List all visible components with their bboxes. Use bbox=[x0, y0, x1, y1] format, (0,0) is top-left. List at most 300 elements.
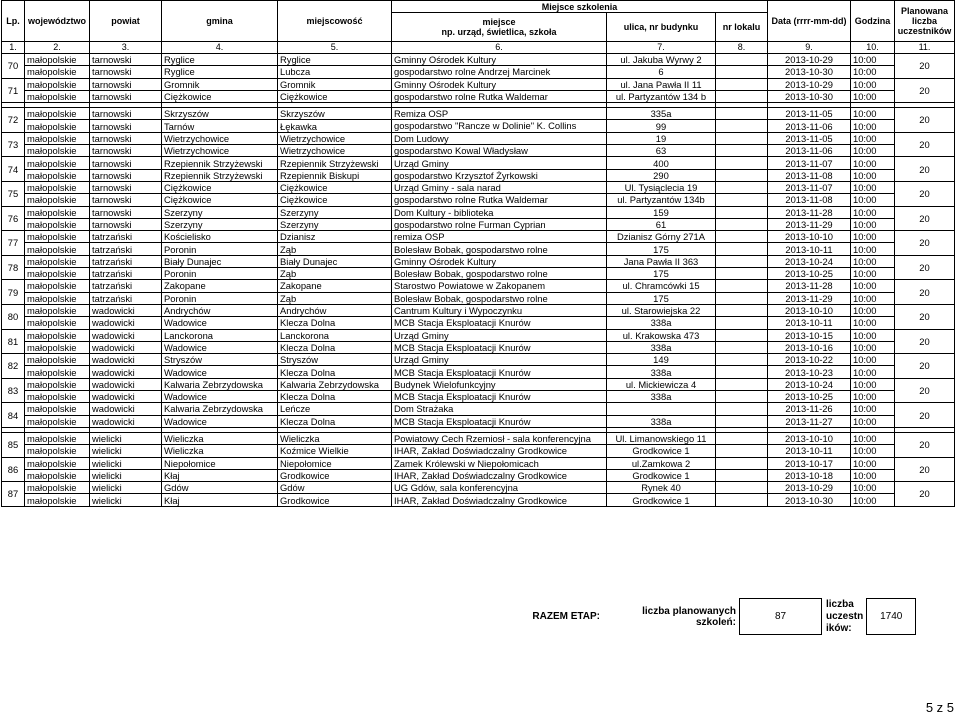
cell-ulica: ul.Zamkowa 2 bbox=[607, 457, 716, 469]
cell-nr-lokalu bbox=[716, 268, 768, 280]
cell-nr-lokalu bbox=[716, 482, 768, 494]
cell-powiat: tatrzański bbox=[90, 280, 162, 292]
cell-powiat: wadowicki bbox=[90, 329, 162, 341]
cell-wojewodztwo: małopolskie bbox=[25, 157, 90, 169]
cell-miejsce: gospodarstwo Krzysztof Żyrkowski bbox=[392, 169, 607, 181]
table-row bbox=[2, 90, 955, 102]
cell-gmina: Wadowice bbox=[162, 317, 278, 329]
cell-data: 2013-10-24 bbox=[768, 255, 851, 267]
header-miejsce bbox=[392, 13, 607, 42]
cell-nr-lokalu bbox=[716, 108, 768, 120]
cell-powiat: wielicki bbox=[90, 432, 162, 444]
column-number: 1. bbox=[2, 42, 25, 54]
cell-miejscowosc: Ciężkowice bbox=[278, 90, 392, 102]
cell-miejscowosc: Rzepiennik Strzyżewski bbox=[278, 157, 392, 169]
cell-ulica: 99 bbox=[607, 120, 716, 132]
column-number: 6. bbox=[392, 42, 607, 54]
row-lp: 74 bbox=[2, 157, 25, 182]
cell-wojewodztwo: małopolskie bbox=[25, 403, 90, 415]
cell-gmina: Wietrzychowice bbox=[162, 145, 278, 157]
cell-powiat: tarnowski bbox=[90, 194, 162, 206]
cell-data: 2013-11-08 bbox=[768, 194, 851, 206]
cell-gmina: Kalwaria Zebrzydowska bbox=[162, 378, 278, 390]
table-row bbox=[2, 378, 955, 390]
cell-data: 2013-10-10 bbox=[768, 432, 851, 444]
table-row bbox=[2, 169, 955, 181]
cell-ulica: 175 bbox=[607, 292, 716, 304]
cell-miejsce: Urząd Gminy bbox=[392, 354, 607, 366]
cell-gmina: Andrychów bbox=[162, 304, 278, 316]
cell-godzina: 10:00 bbox=[851, 243, 895, 255]
cell-data: 2013-11-29 bbox=[768, 218, 851, 230]
cell-ulica: 149 bbox=[607, 354, 716, 366]
cell-wojewodztwo: małopolskie bbox=[25, 341, 90, 353]
cell-godzina: 10:00 bbox=[851, 469, 895, 481]
cell-miejsce: IHAR, Zakład Doświadczalny Grodkowice bbox=[392, 494, 607, 506]
cell-powiat: wadowicki bbox=[90, 378, 162, 390]
cell-miejscowosc: Klecza Dolna bbox=[278, 415, 392, 427]
cell-nr-lokalu bbox=[716, 391, 768, 403]
cell-nr-lokalu bbox=[716, 255, 768, 267]
cell-miejsce: Urząd Gminy bbox=[392, 157, 607, 169]
cell-nr-lokalu bbox=[716, 354, 768, 366]
cell-miejscowosc: Biały Dunajec bbox=[278, 255, 392, 267]
cell-powiat: tarnowski bbox=[90, 206, 162, 218]
table-row bbox=[2, 120, 955, 132]
table-row bbox=[2, 145, 955, 157]
header-planowana-liczba bbox=[895, 1, 955, 42]
cell-ulica: Ul. Limanowskiego 11 bbox=[607, 432, 716, 444]
cell-ulica: ul. Krakowska 473 bbox=[607, 329, 716, 341]
cell-data: 2013-10-29 bbox=[768, 482, 851, 494]
row-lp: 78 bbox=[2, 255, 25, 280]
table-row bbox=[2, 66, 955, 78]
cell-powiat: tarnowski bbox=[90, 66, 162, 78]
cell-miejscowosc: Koźmice Wielkie bbox=[278, 445, 392, 457]
cell-wojewodztwo: małopolskie bbox=[25, 218, 90, 230]
cell-gmina: Ryglice bbox=[162, 66, 278, 78]
row-lp: 72 bbox=[2, 108, 25, 133]
cell-data: 2013-10-16 bbox=[768, 341, 851, 353]
cell-miejscowosc: Wietrzychowice bbox=[278, 132, 392, 144]
cell-gmina: Kalwaria Zebrzydowska bbox=[162, 403, 278, 415]
header-planowana-line2: liczba bbox=[911, 16, 937, 26]
cell-wojewodztwo: małopolskie bbox=[25, 169, 90, 181]
cell-data: 2013-11-07 bbox=[768, 157, 851, 169]
row-lp: 79 bbox=[2, 280, 25, 305]
table-row bbox=[2, 243, 955, 255]
cell-miejscowosc: Klecza Dolna bbox=[278, 341, 392, 353]
header-miejscowosc: miejscowość bbox=[278, 1, 392, 42]
cell-wojewodztwo: małopolskie bbox=[25, 194, 90, 206]
cell-powiat: wadowicki bbox=[90, 366, 162, 378]
cell-miejscowosc: Ciężkowice bbox=[278, 194, 392, 206]
cell-powiat: wielicki bbox=[90, 445, 162, 457]
cell-planowana-liczba: 20 bbox=[895, 78, 955, 103]
cell-planowana-liczba: 20 bbox=[895, 304, 955, 329]
summary-row bbox=[1, 598, 916, 635]
cell-gmina: Biały Dunajec bbox=[162, 255, 278, 267]
cell-data: 2013-10-29 bbox=[768, 54, 851, 66]
cell-miejsce: gospodarstwo "Rancze w Dolinie" K. Collins bbox=[392, 120, 607, 132]
cell-godzina: 10:00 bbox=[851, 132, 895, 144]
cell-powiat: wadowicki bbox=[90, 403, 162, 415]
cell-data: 2013-10-10 bbox=[768, 231, 851, 243]
cell-gmina: Skrzyszów bbox=[162, 108, 278, 120]
cell-planowana-liczba: 20 bbox=[895, 255, 955, 280]
cell-miejscowosc: Klecza Dolna bbox=[278, 391, 392, 403]
cell-gmina: Gromnik bbox=[162, 78, 278, 90]
row-lp: 81 bbox=[2, 329, 25, 354]
cell-godzina: 10:00 bbox=[851, 231, 895, 243]
cell-wojewodztwo: małopolskie bbox=[25, 482, 90, 494]
header-miejsce-line2: np. urząd, świetlica, szkoła bbox=[441, 27, 557, 37]
cell-godzina: 10:00 bbox=[851, 415, 895, 427]
cell-godzina: 10:00 bbox=[851, 66, 895, 78]
cell-planowana-liczba: 20 bbox=[895, 280, 955, 305]
cell-ulica: Grodkowice 1 bbox=[607, 494, 716, 506]
table-row bbox=[2, 231, 955, 243]
cell-miejsce: Bolesław Bobak, gospodarstwo rolne bbox=[392, 243, 607, 255]
cell-gmina: Wadowice bbox=[162, 341, 278, 353]
row-lp: 75 bbox=[2, 181, 25, 206]
cell-miejsce: gospodarstwo rolne Rutka Waldemar bbox=[392, 90, 607, 102]
cell-powiat: tarnowski bbox=[90, 157, 162, 169]
cell-godzina: 10:00 bbox=[851, 78, 895, 90]
cell-miejsce: gospodarstwo rolne Furman Cyprian bbox=[392, 218, 607, 230]
cell-wojewodztwo: małopolskie bbox=[25, 469, 90, 481]
summary-liczba-uczestnikow-label bbox=[822, 599, 867, 635]
cell-planowana-liczba: 20 bbox=[895, 231, 955, 256]
cell-data: 2013-11-05 bbox=[768, 132, 851, 144]
table-row bbox=[2, 132, 955, 144]
cell-godzina: 10:00 bbox=[851, 108, 895, 120]
cell-wojewodztwo: małopolskie bbox=[25, 90, 90, 102]
header-lp: Lp. bbox=[2, 1, 25, 42]
cell-gmina: Wadowice bbox=[162, 391, 278, 403]
table-row bbox=[2, 354, 955, 366]
cell-data: 2013-11-27 bbox=[768, 415, 851, 427]
cell-powiat: tarnowski bbox=[90, 181, 162, 193]
table-row bbox=[2, 194, 955, 206]
cell-wojewodztwo: małopolskie bbox=[25, 378, 90, 390]
cell-godzina: 10:00 bbox=[851, 206, 895, 218]
cell-miejscowosc: Ząb bbox=[278, 243, 392, 255]
cell-miejscowosc: Gdów bbox=[278, 482, 392, 494]
table-row bbox=[2, 255, 955, 267]
cell-nr-lokalu bbox=[716, 78, 768, 90]
cell-wojewodztwo: małopolskie bbox=[25, 354, 90, 366]
table-row bbox=[2, 494, 955, 506]
cell-nr-lokalu bbox=[716, 218, 768, 230]
cell-wojewodztwo: małopolskie bbox=[25, 445, 90, 457]
cell-ulica bbox=[607, 403, 716, 415]
cell-nr-lokalu bbox=[716, 329, 768, 341]
cell-ulica: 61 bbox=[607, 218, 716, 230]
cell-powiat: tatrzański bbox=[90, 268, 162, 280]
cell-nr-lokalu bbox=[716, 90, 768, 102]
cell-miejsce: MCB Stacja Eksploatacji Knurów bbox=[392, 415, 607, 427]
cell-powiat: tarnowski bbox=[90, 169, 162, 181]
cell-nr-lokalu bbox=[716, 304, 768, 316]
header-ulica: ulica, nr budynku bbox=[607, 13, 716, 42]
column-number: 2. bbox=[25, 42, 90, 54]
cell-miejscowosc: Skrzyszów bbox=[278, 108, 392, 120]
cell-wojewodztwo: małopolskie bbox=[25, 391, 90, 403]
cell-miejscowosc: Andrychów bbox=[278, 304, 392, 316]
cell-miejscowosc: Ryglice bbox=[278, 54, 392, 66]
cell-data: 2013-11-28 bbox=[768, 206, 851, 218]
cell-data: 2013-10-30 bbox=[768, 494, 851, 506]
cell-planowana-liczba: 20 bbox=[895, 54, 955, 79]
cell-data: 2013-10-11 bbox=[768, 243, 851, 255]
cell-data: 2013-10-22 bbox=[768, 354, 851, 366]
cell-planowana-liczba: 20 bbox=[895, 354, 955, 379]
header-powiat: powiat bbox=[90, 1, 162, 42]
cell-gmina: Lanckorona bbox=[162, 329, 278, 341]
cell-nr-lokalu bbox=[716, 120, 768, 132]
cell-godzina: 10:00 bbox=[851, 90, 895, 102]
training-schedule-table bbox=[1, 0, 955, 507]
table-row bbox=[2, 469, 955, 481]
cell-powiat: wadowicki bbox=[90, 341, 162, 353]
cell-data: 2013-10-30 bbox=[768, 90, 851, 102]
table-row bbox=[2, 445, 955, 457]
row-lp: 76 bbox=[2, 206, 25, 231]
cell-ulica: 63 bbox=[607, 145, 716, 157]
cell-miejsce: Dom Kultury - biblioteka bbox=[392, 206, 607, 218]
cell-nr-lokalu bbox=[716, 181, 768, 193]
table-row bbox=[2, 78, 955, 90]
summary-razem-etap: RAZEM ETAP: bbox=[532, 611, 600, 622]
cell-miejsce: MCB Stacja Eksploatacji Knurów bbox=[392, 391, 607, 403]
cell-miejscowosc: Stryszów bbox=[278, 354, 392, 366]
cell-wojewodztwo: małopolskie bbox=[25, 457, 90, 469]
cell-planowana-liczba: 20 bbox=[895, 403, 955, 428]
table-row bbox=[2, 292, 955, 304]
cell-planowana-liczba: 20 bbox=[895, 108, 955, 133]
row-lp: 77 bbox=[2, 231, 25, 256]
cell-miejsce: Dom Ludowy bbox=[392, 132, 607, 144]
cell-powiat: wielicki bbox=[90, 457, 162, 469]
cell-miejscowosc: Ząb bbox=[278, 292, 392, 304]
cell-miejscowosc: Grodkowice bbox=[278, 494, 392, 506]
cell-godzina: 10:00 bbox=[851, 268, 895, 280]
cell-miejsce: Bolesław Bobak, gospodarstwo rolne bbox=[392, 268, 607, 280]
cell-miejscowosc: Ząb bbox=[278, 268, 392, 280]
cell-godzina: 10:00 bbox=[851, 378, 895, 390]
row-lp: 71 bbox=[2, 78, 25, 103]
cell-powiat: tarnowski bbox=[90, 145, 162, 157]
cell-wojewodztwo: małopolskie bbox=[25, 78, 90, 90]
cell-powiat: tarnowski bbox=[90, 90, 162, 102]
cell-gmina: Szerzyny bbox=[162, 218, 278, 230]
table-row bbox=[2, 206, 955, 218]
cell-powiat: tarnowski bbox=[90, 78, 162, 90]
header-miejsce-szkolenia: Miejsce szkolenia bbox=[392, 1, 768, 13]
cell-ulica: 400 bbox=[607, 157, 716, 169]
cell-gmina: Poronin bbox=[162, 292, 278, 304]
cell-godzina: 10:00 bbox=[851, 366, 895, 378]
cell-gmina: Wietrzychowice bbox=[162, 132, 278, 144]
cell-gmina: Kłaj bbox=[162, 469, 278, 481]
cell-wojewodztwo: małopolskie bbox=[25, 366, 90, 378]
cell-godzina: 10:00 bbox=[851, 482, 895, 494]
cell-gmina: Wieliczka bbox=[162, 432, 278, 444]
cell-gmina: Ryglice bbox=[162, 54, 278, 66]
cell-wojewodztwo: małopolskie bbox=[25, 145, 90, 157]
cell-godzina: 10:00 bbox=[851, 329, 895, 341]
cell-gmina: Rzepiennik Strzyżewski bbox=[162, 169, 278, 181]
cell-data: 2013-11-06 bbox=[768, 145, 851, 157]
cell-wojewodztwo: małopolskie bbox=[25, 304, 90, 316]
cell-godzina: 10:00 bbox=[851, 54, 895, 66]
cell-wojewodztwo: małopolskie bbox=[25, 268, 90, 280]
cell-miejscowosc: Niepołomice bbox=[278, 457, 392, 469]
cell-godzina: 10:00 bbox=[851, 218, 895, 230]
cell-nr-lokalu bbox=[716, 231, 768, 243]
cell-miejsce: Powiatowy Cech Rzemiosł - sala konferencyjna bbox=[392, 432, 607, 444]
column-number: 9. bbox=[768, 42, 851, 54]
table-row bbox=[2, 432, 955, 444]
cell-godzina: 10:00 bbox=[851, 432, 895, 444]
cell-powiat: tarnowski bbox=[90, 54, 162, 66]
cell-nr-lokalu bbox=[716, 445, 768, 457]
cell-miejsce: MCB Stacja Eksploatacji Knurów bbox=[392, 341, 607, 353]
cell-miejscowosc: Leńcze bbox=[278, 403, 392, 415]
table-row bbox=[2, 268, 955, 280]
cell-godzina: 10:00 bbox=[851, 194, 895, 206]
cell-data: 2013-10-17 bbox=[768, 457, 851, 469]
cell-miejsce: Dom Strażaka bbox=[392, 403, 607, 415]
cell-gmina: Poronin bbox=[162, 268, 278, 280]
cell-nr-lokalu bbox=[716, 243, 768, 255]
cell-gmina: Ciężkowice bbox=[162, 90, 278, 102]
cell-powiat: wadowicki bbox=[90, 354, 162, 366]
cell-data: 2013-10-23 bbox=[768, 366, 851, 378]
cell-planowana-liczba: 20 bbox=[895, 132, 955, 157]
cell-miejsce: gospodarstwo Kowal Władysław bbox=[392, 145, 607, 157]
cell-godzina: 10:00 bbox=[851, 120, 895, 132]
cell-wojewodztwo: małopolskie bbox=[25, 292, 90, 304]
cell-miejscowosc: Klecza Dolna bbox=[278, 366, 392, 378]
cell-nr-lokalu bbox=[716, 432, 768, 444]
row-lp: 87 bbox=[2, 482, 25, 507]
header-miejsce-line1: miejsce bbox=[482, 17, 516, 27]
cell-wojewodztwo: małopolskie bbox=[25, 432, 90, 444]
column-number: 7. bbox=[607, 42, 716, 54]
cell-nr-lokalu bbox=[716, 206, 768, 218]
cell-gmina: Wieliczka bbox=[162, 445, 278, 457]
cell-godzina: 10:00 bbox=[851, 391, 895, 403]
cell-powiat: tatrzański bbox=[90, 255, 162, 267]
cell-godzina: 10:00 bbox=[851, 292, 895, 304]
cell-powiat: tarnowski bbox=[90, 108, 162, 120]
cell-powiat: wielicki bbox=[90, 482, 162, 494]
cell-ulica: 175 bbox=[607, 243, 716, 255]
cell-miejsce: Gminny Ośrodek Kultury bbox=[392, 255, 607, 267]
cell-miejsce: Gminny Ośrodek Kultury bbox=[392, 54, 607, 66]
cell-nr-lokalu bbox=[716, 415, 768, 427]
cell-gmina: Niepołomice bbox=[162, 457, 278, 469]
cell-ulica: 6 bbox=[607, 66, 716, 78]
cell-ulica: ul. Jakuba Wyrwy 2 bbox=[607, 54, 716, 66]
cell-data: 2013-11-05 bbox=[768, 108, 851, 120]
cell-gmina: Stryszów bbox=[162, 354, 278, 366]
cell-nr-lokalu bbox=[716, 341, 768, 353]
cell-gmina: Poronin bbox=[162, 243, 278, 255]
cell-miejscowosc: Szerzyny bbox=[278, 206, 392, 218]
cell-godzina: 10:00 bbox=[851, 457, 895, 469]
cell-miejscowosc: Rzepiennik Biskupi bbox=[278, 169, 392, 181]
cell-wojewodztwo: małopolskie bbox=[25, 415, 90, 427]
header-planowana-line3: uczestników bbox=[897, 26, 952, 36]
cell-ulica: Grodkowice 1 bbox=[607, 445, 716, 457]
column-number: 5. bbox=[278, 42, 392, 54]
cell-godzina: 10:00 bbox=[851, 157, 895, 169]
cell-godzina: 10:00 bbox=[851, 181, 895, 193]
cell-nr-lokalu bbox=[716, 194, 768, 206]
cell-godzina: 10:00 bbox=[851, 304, 895, 316]
cell-miejscowosc: Kalwaria Zebrzydowska bbox=[278, 378, 392, 390]
cell-miejscowosc: Łękawka bbox=[278, 120, 392, 132]
cell-godzina: 10:00 bbox=[851, 280, 895, 292]
row-lp: 80 bbox=[2, 304, 25, 329]
cell-powiat: wadowicki bbox=[90, 391, 162, 403]
cell-wojewodztwo: małopolskie bbox=[25, 54, 90, 66]
column-number: 10. bbox=[851, 42, 895, 54]
cell-gmina: Ciężkowice bbox=[162, 181, 278, 193]
cell-wojewodztwo: małopolskie bbox=[25, 329, 90, 341]
cell-nr-lokalu bbox=[716, 457, 768, 469]
header-wojewodztwo: województwo bbox=[25, 1, 90, 42]
summary-uczestnikow-line3: ików: bbox=[826, 622, 852, 634]
table-row bbox=[2, 218, 955, 230]
cell-miejsce: gospodarstwo rolne Rutka Waldemar bbox=[392, 194, 607, 206]
cell-ulica: 159 bbox=[607, 206, 716, 218]
cell-ulica: ul. Partyzantów 134 b bbox=[607, 90, 716, 102]
cell-wojewodztwo: małopolskie bbox=[25, 181, 90, 193]
cell-godzina: 10:00 bbox=[851, 354, 895, 366]
cell-ulica: 338a bbox=[607, 317, 716, 329]
cell-miejsce: Bolesław Bobak, gospodarstwo rolne bbox=[392, 292, 607, 304]
summary-uczestnikow-line2: uczestn bbox=[826, 610, 864, 622]
cell-miejscowosc: Wietrzychowice bbox=[278, 145, 392, 157]
cell-ulica: ul. Jana Pawła II 11 bbox=[607, 78, 716, 90]
cell-miejscowosc: Szerzyny bbox=[278, 218, 392, 230]
column-numbers-row bbox=[2, 42, 955, 54]
cell-miejsce: Urząd Gminy bbox=[392, 329, 607, 341]
cell-miejscowosc: Ciężkowice bbox=[278, 181, 392, 193]
cell-data: 2013-11-28 bbox=[768, 280, 851, 292]
row-lp: 73 bbox=[2, 132, 25, 157]
summary-liczba-szkolen-label: liczba planowanych szkoleń: bbox=[642, 605, 736, 628]
cell-wojewodztwo: małopolskie bbox=[25, 255, 90, 267]
cell-nr-lokalu bbox=[716, 132, 768, 144]
page-number: 5 z 5 bbox=[925, 700, 954, 715]
row-lp: 70 bbox=[2, 54, 25, 79]
cell-nr-lokalu bbox=[716, 469, 768, 481]
cell-miejscowosc: Wieliczka bbox=[278, 432, 392, 444]
cell-powiat: wadowicki bbox=[90, 304, 162, 316]
cell-data: 2013-11-26 bbox=[768, 403, 851, 415]
cell-miejsce: Starostwo Powiatowe w Zakopanem bbox=[392, 280, 607, 292]
cell-nr-lokalu bbox=[716, 66, 768, 78]
cell-gmina: Kościelisko bbox=[162, 231, 278, 243]
cell-powiat: tarnowski bbox=[90, 218, 162, 230]
cell-planowana-liczba: 20 bbox=[895, 432, 955, 457]
table-row bbox=[2, 108, 955, 120]
